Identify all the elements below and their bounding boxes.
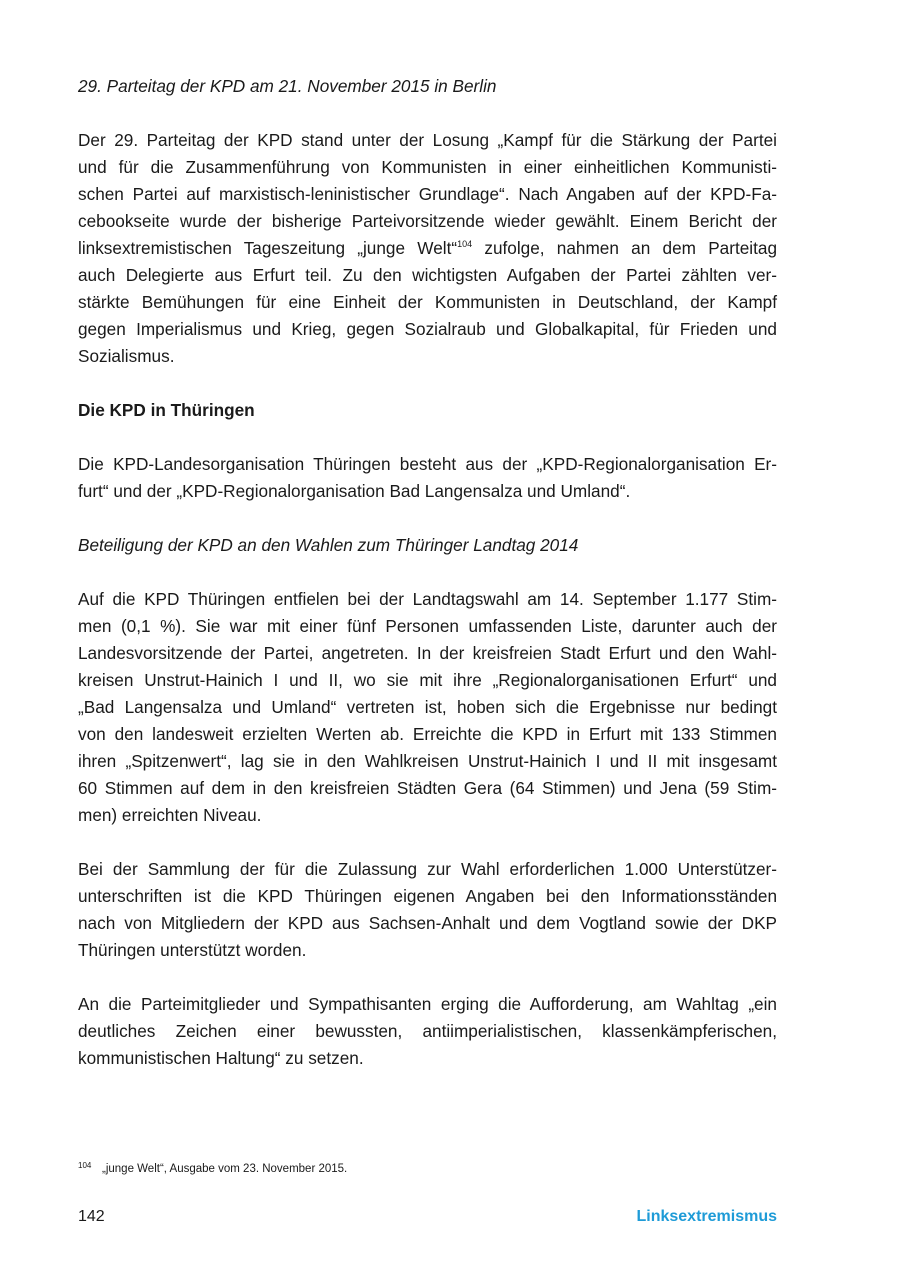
paragraph-parteitag <box>78 127 777 370</box>
text-line: „Bad Langensalza und Umland“ vertreten ist, hoben sich die Ergebnisse nur bedingt <box>78 697 777 717</box>
footnote-text: „junge Welt“, Ausgabe vom 23. November 2015. <box>102 1163 348 1175</box>
section-heading-landtagswahl <box>78 532 777 559</box>
text-line: von den landesweit erzielten Werten ab. Erreichte die KPD in Erfurt mit 133 Stimmen <box>78 724 777 744</box>
text-line: deutliches Zeichen einer bewussten, antiimperialistischen, klassenkämpferischen, <box>78 1021 777 1041</box>
footer-section-title: Linksextremismus <box>636 1208 777 1225</box>
text-line: cebookseite wurde der bisherige Parteivorsitzende wieder gewählt. Einem Bericht der <box>78 211 777 231</box>
text-line: unterschriften ist die KPD Thüringen eigenen Angaben bei den Informationsständen <box>78 886 777 906</box>
paragraph-unterstuetzerunterschriften <box>78 856 777 964</box>
paragraph-landtagswahl <box>78 586 777 829</box>
page-number: 142 <box>78 1208 105 1225</box>
text-line: stärkte Bemühungen für eine Einheit der Kommunisten in Deutschland, der Kampf <box>78 292 777 312</box>
paragraph-aufforderung <box>78 991 777 1072</box>
paragraph-landesorganisation <box>78 451 777 505</box>
text-line: gegen Imperialismus und Krieg, gegen Sozialraub und Globalkapital, für Frieden und <box>78 319 777 339</box>
text-line: und für die Zusammenführung von Kommunisten in einer einheitlichen Kommunisti- <box>78 157 777 177</box>
text-line: auch Delegierte aus Erfurt teil. Zu den wichtigsten Aufgaben der Partei zählten ver- <box>78 265 777 285</box>
section-heading-kpd-thueringen <box>78 397 777 424</box>
text-line: Bei der Sammlung der für die Zulassung zur Wahl erforderlichen 1.000 Unterstützer- <box>78 859 777 879</box>
text-line: kommunistischen Haltung“ zu setzen. <box>78 1048 364 1068</box>
text-line: men (0,1 %). Sie war mit einer fünf Personen umfassenden Liste, darunter auch der <box>78 616 777 636</box>
text-line: Sozialismus. <box>78 346 175 366</box>
footnote-reference[interactable]: 104 <box>457 239 473 249</box>
section-heading-text: Beteiligung der KPD an den Wahlen zum Thüringer Landtag 2014 <box>78 535 579 555</box>
text-line: An die Parteimitglieder und Sympathisanten erging die Aufforderung, am Wahltag „ein <box>78 994 777 1014</box>
text-line: furt“ und der „KPD-Regionalorganisation Bad Langensalza und Umland“. <box>78 481 631 501</box>
text-line: Thüringen unterstützt worden. <box>78 940 307 960</box>
page <box>78 0 777 1276</box>
text-line-with-footnote <box>78 235 777 262</box>
text-line: men) erreichten Niveau. <box>78 805 262 825</box>
footnote-mark: 104 <box>78 1161 92 1170</box>
text-line: Die KPD-Landesorganisation Thüringen besteht aus der „KPD-Regionalorganisation Er- <box>78 454 777 474</box>
text-line: ihren „Spitzenwert“, lag sie in den Wahlkreisen Unstrut-Hainich I und II mit insgesamt <box>78 751 777 771</box>
text-line: 60 Stimmen auf dem in den kreisfreien Städten Gera (64 Stimmen) und Jena (59 Stim- <box>78 778 777 798</box>
section-heading-text: Die KPD in Thüringen <box>78 400 255 420</box>
footnote <box>78 1158 347 1177</box>
text-line: schen Partei auf marxistisch-leninistischer Grundlage“. Nach Angaben auf der KPD-Fa- <box>78 184 777 204</box>
text-segment: linksextremistischen Tageszeitung „junge Welt“ <box>78 238 458 258</box>
section-heading-parteitag <box>78 73 777 100</box>
text-line: Landesvorsitzende der Partei, angetreten. In der kreisfreien Stadt Erfurt und den Wahl- <box>78 643 777 663</box>
text-line: Auf die KPD Thüringen entfielen bei der Landtagswahl am 14. September 1.177 Stim- <box>78 589 777 609</box>
text-line: kreisen Unstrut-Hainich I und II, wo sie mit ihre „Regionalorganisationen Erfurt“ und <box>78 670 777 690</box>
text-line: Der 29. Parteitag der KPD stand unter der Losung „Kampf für die Stärkung der Partei <box>78 130 777 150</box>
text-segment: zufolge, nahmen an dem Parteitag <box>472 238 778 258</box>
text-line: nach von Mitgliedern der KPD aus Sachsen-Anhalt und dem Vogtland sowie der DKP <box>78 913 777 933</box>
section-heading-text: 29. Parteitag der KPD am 21. November 2015 in Berlin <box>78 76 497 96</box>
